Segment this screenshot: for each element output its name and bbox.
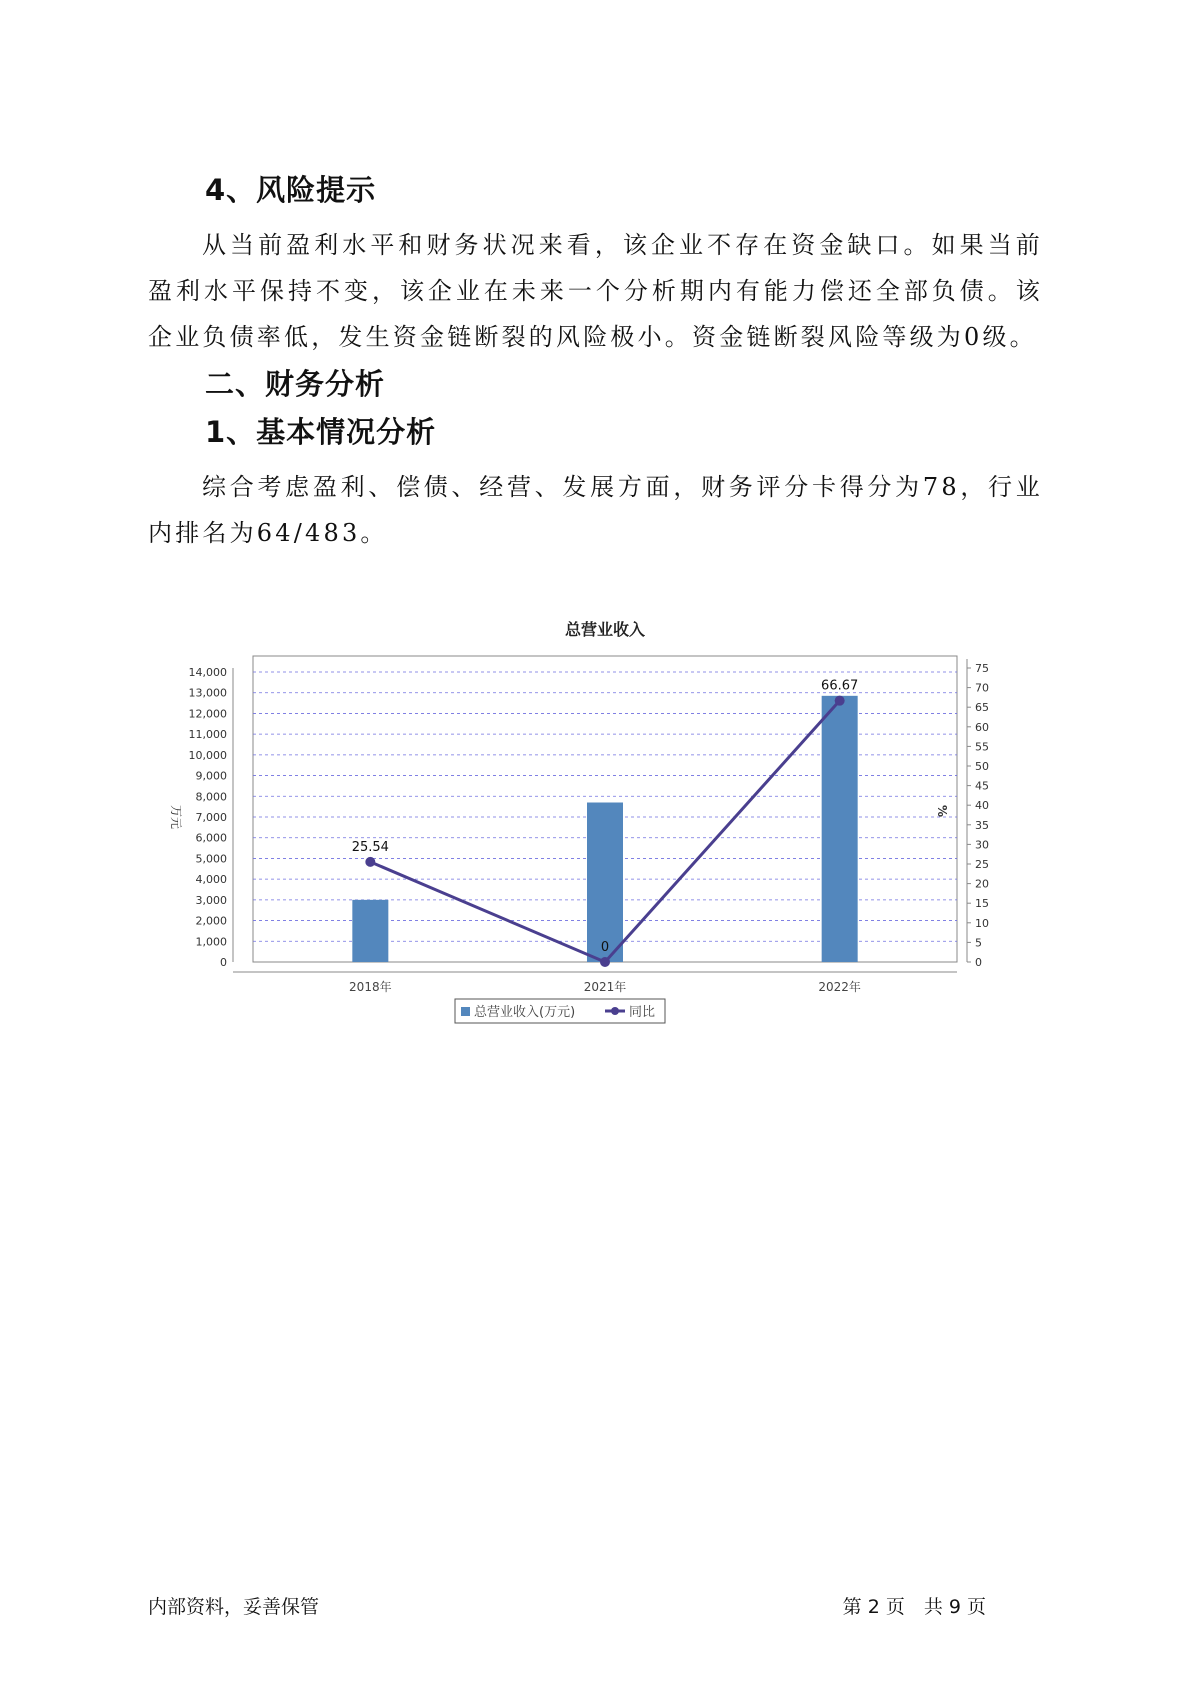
revenue-bar bbox=[587, 803, 623, 963]
legend-swatch-revenue bbox=[461, 1007, 470, 1016]
y2-tick-label: 60 bbox=[975, 720, 989, 734]
y-tick-label: 8,000 bbox=[195, 790, 227, 804]
y2-tick-label: 75 bbox=[975, 662, 989, 675]
y2-tick-label: 20 bbox=[975, 877, 989, 891]
section-heading-risk: 4、风险提示 bbox=[205, 173, 377, 207]
y-tick-label: 10,000 bbox=[188, 748, 227, 762]
chart-title: 总营业收入 bbox=[564, 620, 646, 639]
section-heading-basic: 1、基本情况分析 bbox=[205, 415, 437, 449]
revenue-bar bbox=[352, 900, 388, 962]
y-tick-label: 6,000 bbox=[195, 831, 227, 845]
x-tick-label: 2018年 bbox=[349, 980, 392, 994]
y-tick-label: 7,000 bbox=[195, 811, 227, 824]
yoy-data-label: 0 bbox=[600, 940, 610, 955]
section-heading-finance: 二、财务分析 bbox=[205, 367, 386, 401]
legend-swatch-yoy-point bbox=[611, 1007, 619, 1015]
y2-tick-label: 55 bbox=[975, 740, 989, 754]
y2-tick-label: 30 bbox=[975, 838, 989, 852]
y2-tick-label: 0 bbox=[975, 956, 982, 969]
y-tick-label: 1,000 bbox=[195, 935, 227, 949]
footer-confidential: 内部资料，妥善保管 bbox=[148, 1596, 320, 1618]
y-tick-label: 2,000 bbox=[195, 914, 227, 928]
yoy-data-label: 25.54 bbox=[351, 839, 389, 855]
y2-tick-label: 65 bbox=[975, 701, 989, 715]
x-tick-label: 2021年 bbox=[583, 980, 627, 994]
revenue-chart-svg bbox=[150, 615, 989, 1075]
y2-tick-label: 5 bbox=[975, 936, 982, 950]
revenue-chart bbox=[150, 615, 989, 1075]
footer-page-number: 第 2 页 共 9 页 bbox=[842, 1596, 986, 1618]
yoy-data-label: 66.67 bbox=[821, 678, 859, 694]
y2-tick-label: 25 bbox=[975, 858, 989, 871]
y2-tick-label: 50 bbox=[975, 760, 989, 773]
y-tick-label: 4,000 bbox=[195, 873, 227, 887]
y2-tick-label: 10 bbox=[975, 916, 989, 930]
legend-label-revenue: 总营业收入(万元) bbox=[474, 1005, 576, 1020]
y-tick-label: 5,000 bbox=[195, 852, 227, 866]
y2-tick-label: 45 bbox=[975, 779, 989, 793]
y-tick-label: 14,000 bbox=[188, 666, 227, 679]
yoy-point bbox=[600, 957, 610, 967]
y-tick-label: 9,000 bbox=[195, 769, 227, 783]
y-axis-label: 万元 bbox=[169, 804, 183, 830]
y-tick-label: 3,000 bbox=[195, 893, 227, 907]
yoy-point bbox=[365, 857, 375, 867]
y2-tick-label: 70 bbox=[975, 681, 989, 695]
y-tick-label: 0 bbox=[220, 956, 227, 969]
x-tick-label: 2022年 bbox=[818, 980, 861, 994]
y-tick-label: 11,000 bbox=[188, 728, 227, 742]
y2-tick-label: 15 bbox=[975, 897, 989, 911]
basic-paragraph: 综合考虑盈利、偿债、经营、发展方面，财务评分卡得分为78，行业内排名为64/483。 bbox=[148, 473, 1043, 547]
revenue-bar bbox=[822, 696, 858, 962]
y-tick-label: 13,000 bbox=[188, 686, 227, 700]
y2-tick-label: 40 bbox=[975, 799, 989, 813]
y2-axis-label: % bbox=[935, 804, 949, 818]
yoy-point bbox=[835, 696, 845, 706]
y2-tick-label: 35 bbox=[975, 818, 989, 832]
risk-paragraph: 从当前盈利水平和财务状况来看，该企业不存在资金缺口。如果当前盈利水平保持不变，该企业在未来一个分析期内有能力偿还全部负债。该企业负债率低，发生资金链断裂的风险极小。资金链断裂风险等级为0级。 bbox=[148, 231, 1043, 351]
legend-label-yoy: 同比 bbox=[629, 1005, 656, 1020]
y-tick-label: 12,000 bbox=[188, 707, 227, 721]
